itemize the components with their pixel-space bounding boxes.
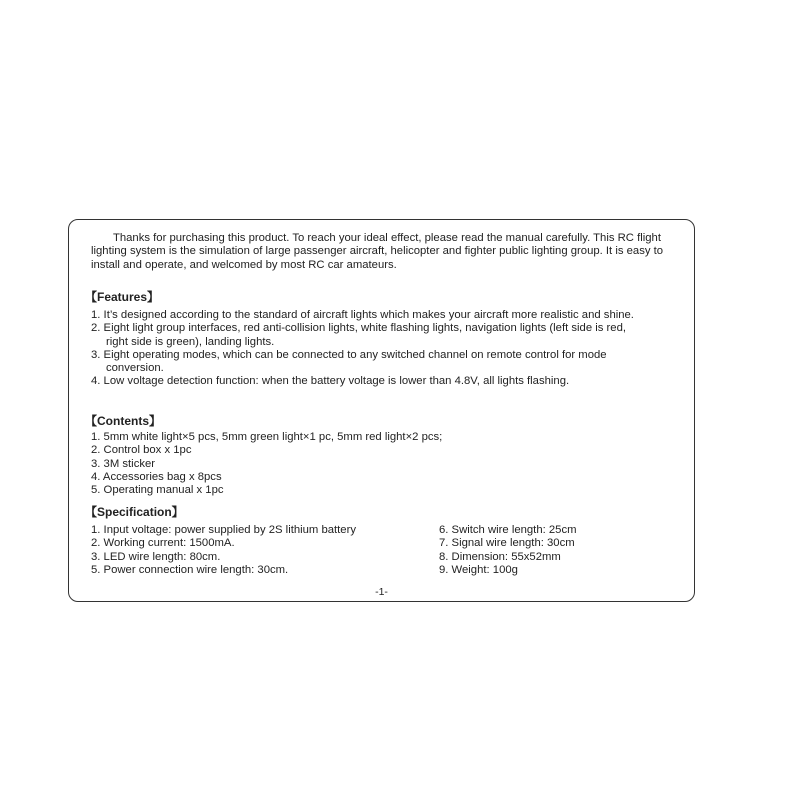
list-item: 2. Control box x 1pc	[91, 444, 192, 457]
list-item: 1. 5mm white light×5 pcs, 5mm green light×1 pc, 5mm red light×2 pcs;	[91, 431, 443, 443]
list-item: 5. Operating manual x 1pc	[91, 484, 224, 497]
list-item: 5. Power connection wire length: 30cm.	[91, 563, 289, 576]
list-item: 3. Eight operating modes, which can be connected to any switched channel on remote control for mode conversion.	[91, 348, 607, 375]
contents-heading: 【Contents】	[85, 414, 161, 428]
features-heading: 【Features】	[85, 290, 160, 304]
list-item: 1. It’s designed according to the standard of aircraft lights which makes your aircraft more realistic and shine.	[91, 309, 634, 321]
specification-list-right	[439, 524, 577, 577]
intro-paragraph: Thanks for purchasing this product. To reach your ideal effect, please read the manual carefully. This RC flight lighting system is the simulation of large passenger aircraft, helicopter and fighter public lighting group. It is easy to install and operate, and welcomed by most RC car amateurs.	[91, 232, 664, 271]
list-item: 4. Low voltage detection function: when the battery voltage is lower than 4.8V, all lights flashing.	[91, 375, 570, 388]
specification-list-left	[91, 524, 356, 577]
page-number: -1-	[375, 586, 388, 598]
list-item: 2. Eight light group interfaces, red anti-collision lights, white flashing lights, navigation lights (left side is red, right side is green), landing lights.	[91, 322, 626, 348]
manual-card	[68, 219, 695, 602]
list-item: 1. Input voltage: power supplied by 2S lithium battery	[91, 524, 357, 536]
features-list	[91, 309, 651, 389]
list-item: 4. Accessories bag x 8pcs	[91, 470, 222, 483]
list-item: 3. LED wire length: 80cm.	[91, 550, 221, 563]
list-item: 6. Switch wire length: 25cm	[439, 524, 577, 536]
list-item: 7. Signal wire length: 30cm	[439, 537, 575, 550]
list-item: 2. Working current: 1500mA.	[91, 537, 235, 550]
specification-heading: 【Specification】	[85, 505, 184, 519]
contents-list	[91, 431, 651, 497]
list-item: 8. Dimension: 55x52mm	[439, 550, 561, 563]
list-item: 9. Weight: 100g	[439, 563, 518, 576]
list-item: 3. 3M sticker	[91, 457, 156, 470]
